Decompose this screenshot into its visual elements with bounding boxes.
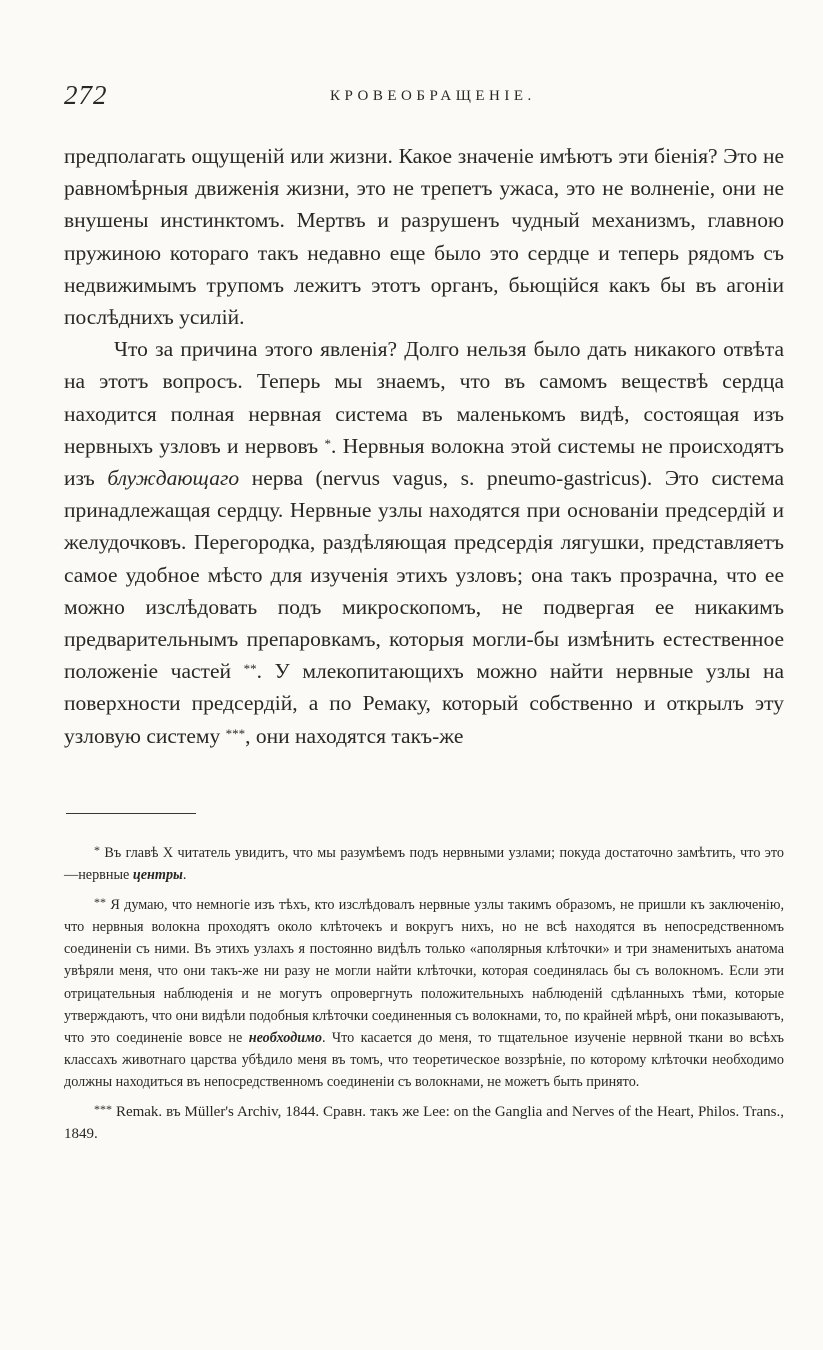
footnote-3 [64, 1101, 784, 1145]
main-text [64, 140, 784, 752]
footnote-1-emphasis: центры [132, 867, 183, 884]
footnote-2-mark: ** [94, 895, 106, 910]
paragraph-2-text-c: нерва (nervus vagus, s. pneumo-gastricus). Это система принадлежащая сердцу. Нервные узлы находятся при основаніи предсердій и желудочковъ. Перегородка, раздѣляющая предсердія лягушки, представляетъ самое удобное мѣсто для изученія этихъ узловъ; она такъ прозрачна, что ее можно изслѣдовать подъ микроскопомъ, не подвергая ее никакимъ предварительнымъ препаровкамъ, которыя могли-бы измѣнить естественное положеніе частей [64, 466, 784, 684]
running-head: КРОВЕОБРАЩЕНІЕ. [330, 88, 536, 104]
paragraph-2 [64, 333, 784, 752]
footnotes [64, 842, 784, 1153]
footnote-ref-1: * [324, 435, 332, 451]
paragraph-2-text-b: . Нервныя волокна этой системы не происходятъ изъ [64, 433, 785, 491]
paragraph-2-text-d: . У млекопитающихъ можно найти нервные узлы на поверхности предсердій, а по Ремаку, который собственно и открылъ эту узловую систему [64, 659, 784, 748]
footnote-1-mark: * [94, 843, 100, 857]
footnote-3-text: Remak. въ Müller's Archiv, 1844. Сравн. такъ же Lee: on the Ganglia and Nerves of the Heart, Philos. Trans., 1849. [64, 1104, 784, 1143]
footnote-2 [64, 894, 784, 1093]
footnote-3-mark: *** [94, 1102, 112, 1117]
footnote-2-text-b: . Что касается до меня, то тщательное изученіе нервной ткани во всѣхъ классахъ животнаго царства убѣдило меня въ томъ, что теоретическое воззрѣніе, по которому клѣточки необходимо должны находиться въ непосредственномъ соединеніи съ волокнами, не можетъ быть принято. [64, 1029, 784, 1090]
paragraph-2-text-a: Что за причина этого явленія? Долго нельзя было дать никакого отвѣта на этотъ вопросъ. Теперь мы знаемъ, что въ самомъ веществѣ сердца находится полная нервная система въ маленькомъ видѣ, состоящая изъ нервныхъ узловъ и нервовъ [64, 337, 784, 458]
paragraph-2-emphasis: блуждающаго [107, 466, 240, 491]
footnote-1-text-b: . [182, 867, 187, 884]
footnote-divider [66, 813, 196, 814]
footnote-1-text-a: Въ главѣ X читатель увидитъ, что мы разумѣемъ подъ нервными узлами; покуда достаточно замѣтить, что это—нервные [64, 845, 784, 884]
paragraph-1: предполагать ощущеній или жизни. Какое значеніе имѣютъ эти біенія? Это не равномѣрныя движенія жизни, это не трепетъ ужаса, это не волненіе, они не внушены инстинктомъ. Мертвъ и разрушенъ чудный механизмъ, главною пружиною котораго такъ недавно еще было это сердце и теперь рядомъ съ недвижимымъ трупомъ лежитъ этотъ органъ, бьющійся какъ бы въ агоніи послѣднихъ усилій. [64, 144, 784, 330]
paragraph-2-text-e: , они находятся такъ-же [245, 723, 464, 748]
footnote-2-emphasis: необходимо [248, 1029, 322, 1046]
footnote-ref-2: ** [243, 661, 257, 677]
footnote-2-text-a: Я думаю, что немногіе изъ тѣхъ, кто изслѣдовалъ нервные узлы такимъ образомъ, не пришли къ заключенію, что нервныя волокна проходятъ около клѣточекъ и вокругъ нихъ, но не всѣ находятся въ непосредственномъ соединеніи съ ними. Въ этихъ узлахъ я постоянно видѣлъ только «аполярныя клѣточки» и три знаменитыхъ анатома увѣряли меня, что они такъ-же ни разу не могли найти клѣточки, которая соединялась бы съ волокномъ. Если эти отрицательныя наблюденія и не могутъ опровергнуть положительныхъ наблюденій сдѣланныхъ тѣми, которые утверждаютъ, что они видѣли подобныя клѣточки соединенныя съ волокнами, то, по крайней мѣрѣ, они показываютъ, что это соединеніе вовсе не [64, 897, 785, 1046]
footnote-ref-3: *** [225, 725, 246, 741]
footnote-1 [64, 842, 784, 886]
page-number: 272 [64, 80, 108, 110]
